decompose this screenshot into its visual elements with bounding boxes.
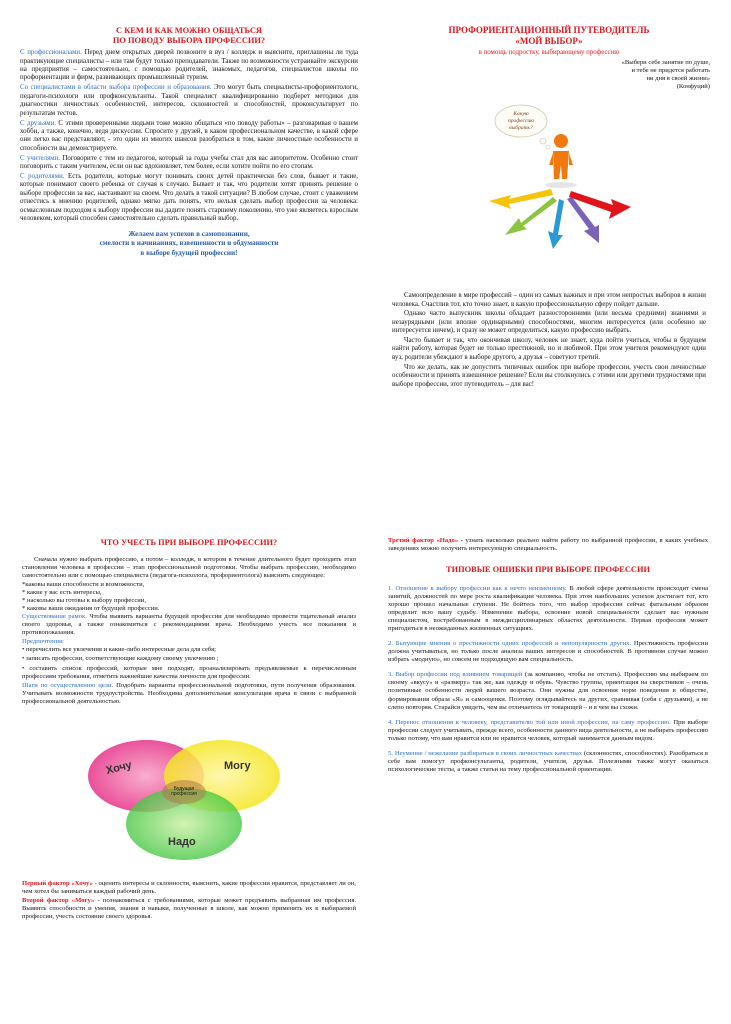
steps-para: Шаги по осуществлению цели. Подобрать варианты профессиональной подготовки, пути получения образования. Учитывать возможности трудоустройства. Необходима дополнительная консультация врача в связи с выбранной профессиональной деятельностью. (22, 682, 356, 705)
mistake-item: 1. Отношение к выбору профессии как к нечто неизменному. В любой сфере деятельности происходит смена занятий, должностей по мере роста квалификации человека. При этом наибольших успехов достигает тот, кто хорошо прошел начальные ступени. Не бойтесь того, что выбор профессии сейчас фатальным образом определит всю вашу судьбу. Изменение выбора, освоение новой специальности сделает вас нужным специалистом, востребованным в междисциплинарных областях деятельности. Первая профессия может пригодиться в неожиданных жизненных ситуациях. (388, 585, 708, 633)
preference-item: • составить список профессий, которые мне подходят, проанализировать предъявляемые к перечисленным профессиям требования, отметить важнейшие качества личности для профессии. (22, 664, 356, 680)
para-teachers: С учителями. Поговорите с тем из педагогов, который за годы учебы стал для вас авторитетом. Особенно стоит поговорить с таким учителем, если он вас вдохновляет, тем более, если хотите пойти по его стопам. (20, 154, 359, 171)
para-parents: С родителями. Есть родители, которые могут понимать своих детей практически без слов, бывает и такие, которые понимают своего ребенка от случая к случаю. Бывает и так, что родители хотят принять решение о выборе профессии за вас, настаивают на своем. Что делать в такой ситуации? В любом случае, стоит с уважением отнестись к мнению родителей, однако мягко дать понять, что нельзя сделать выбор профессии за человека: осмысленным подходом к выбору профессии вы дадите понять старшему поколению, что уже являетесь взрослым человеком, который способен самостоятельно сделать правильный выбор. (20, 173, 359, 223)
bubble-line-3: выбрать? (509, 125, 533, 132)
mistake-item: 3. Выбор профессии под влиянием товарищей (за компанию, чтобы не отстать). Профессию мы выбираем по своему «вкусу» и «размеру» так же, как одежду и обувь. Чувство группы, ориентация на сверстников – очень позитивные особенности людей вашего возраста. Они нужны для освоения норм поведения в обществе, формирования образа «Я» и самооценки. Поэтому оглядывайтесь на других, сравнивая (себя с друзьями), а не слепо повторяя. Старайся увидеть, чем вы отличаетесь от товарищей – и в чем вы схожи. (388, 671, 709, 711)
consider-bullet: * насколько вы готовы к выбору профессии, (22, 597, 146, 605)
mistake-item: 5. Неумение / нежелание разбираться в своих личностных качествах (склонностях, способностях). Разобраться в себе вам помогут профконсультанты, родители, учителя, друзья. Полезными также могут оказаться психологические тесты, а также статьи на тему профессиональной ориентации. (388, 749, 708, 773)
venn-center-label: Будущая профессия (171, 785, 197, 798)
consider-bullet: * какие у вас есть интересы, (22, 589, 102, 597)
venn-label-need: Надо (168, 835, 196, 848)
intro-text: Самоопределение в мире профессий – один из самых важных и при этом непростых выборов в жизни человека. Счастлив тот, кто точно знает, в какую профессиональную сферу пойдет дальше. Однако часто выпускник школы обладает разносторонними (или весьма средними) знаниями и незаурядными (или вполне ординарными) способностями, многим интересуется (или особенно не интересуется ничем), и сразу не может определиться, какую профессию выбрать. Часто бывает и так, что окончивая школу, человек не знает, куда пойти учиться, чтобы в будущем найти работу, которая будет не только престижной, но и любимой. При этом учителя рекомендуют один вуз, родители убеждают в выборе другого, а друзья – советуют третий. Что же делать, как не допустить типичных ошибок при выборе профессии, учесть свои личностные особенности и принять взвешенное решение? Если вы столкнулись с этими или другими трудностями при выборе профессии, этот путеводитель – для вас! (392, 292, 706, 388)
mistake-item: 4. Перенос отношения к человеку, представителю той или иной профессии, на саму профессию. При выборе профессии следует учитывать, прежде всего, особенности данного вида деятельности, а не выбирать профессию только потому, что вам нравится или не нравится человек, который занимается данным видом. (388, 718, 708, 742)
venn-label-want: Хочу (104, 758, 134, 777)
consider-intro: Сначала нужно выбрать профессию, а потом – колледж, в котором в течение длительного будет проходить этап становления человека в профессии – этап профессиональной подготовки. Чтобы выбрать профессию, необходимо самостоятельно или с помощью специалиста (педагога-психолога, профориентолога) выяснить следующее: (22, 556, 356, 579)
consider-bullet: *каковы ваши способности и возможности, (22, 581, 145, 589)
wish-block: Желаем вам успехов в самопознании, смелости в начинаниях, взвешенности и обдуманности в выборе будущей профессии! (99, 229, 279, 258)
factor-can: Второй фактор «Могу» - познакомиться с требованиями, которые может предъявить выбранная им профессия. Выявить способности и умения, знания и навыки, полученные в школе, как можно применить их к выбираемой профессии, учесть состояние своего здоровья. (22, 897, 356, 921)
factor-need: Третий фактор «Надо» - узнать насколько реально найти работу по выбранной профессии, в каких учебных заведениях можно получить интересующую специальность. (388, 537, 708, 553)
mistakes-heading: ТИПОВЫЕ ОШИБКИ ПРИ ВЫБОРЕ ПРОФЕССИИ (445, 565, 650, 575)
bubble-line-1: Какую (513, 111, 529, 118)
para-specialists: Со специалистами в области выбора профессии и образования. Это могут быть специалисты-профориентологи, педагоги-психологи или профконсультанты. Такой специалист квалифицированно подберет методики для диагностики личностных особенностей, интересов, склонностей и способностей, проконсультирует по результатам тестов. (20, 84, 358, 117)
panel-consider (22, 538, 356, 922)
guide-title: ПРОФОРИЕНТАЦИОННЫЙ ПУТЕВОДИТЕЛЬ «МОЙ ВЫБОР» (448, 25, 650, 47)
preferences-label: Предпочтения: (22, 638, 64, 646)
arrows-figure-icon (449, 101, 649, 251)
para-friends: С друзьями. С этими проверенными людьми тоже можно общаться «по поводу работы» – разговаривая о вашем хобби, а также, конечно, ведя дискуссии. Спросите у друзей, в каком профессиональном качестве, в какой сфере они легко вас представляют, - это один из многих шансов разобраться в том, какие личностные особенности и способности вы демонстрируете. (20, 119, 358, 152)
factor-want: Первый фактор «Хочу» - оценить интересы и склонности, выяснить, какие профессии нравится, представляет ли он, чем хотел бы заниматься каждый рабочий день. (22, 879, 356, 895)
restrictions-para: Существование рамок. Чтобы выявить варианты будущей профессии для необходимо провести тщательный анализ своего здоровья, а также ознакомиться с рекомендациями врача. Необходимо учесть все показания и противопоказания. (22, 612, 356, 636)
consider-bullet: * каковы ваши ожидания от будущей профессии. (22, 605, 160, 613)
para-professionals: С профессионалами. Перед днем открытых дверей позвоните в вуз / колледж и выясните, приглашены ли туда практикующие специалисты – или там будут только преподаватели. Также по возможности устраивайте экскурсии на предприятия – самостоятельно, с помощью родителей, знакомых, педагогов, специалистов школы по профориентации и фирм, развивающих промышленный туризм. (20, 49, 359, 82)
choice-illustration (449, 101, 649, 251)
preference-item: • перечислить все увлечения и какие-либо интересные дела для себя; (22, 646, 216, 654)
venn-label-can: Могу (224, 759, 251, 772)
confucius-quote: «Выбери себе занятие по душе, и тебе не придется работать ни дня в своей жизни» (Конфуций) (621, 58, 710, 91)
bubble-line-2: профессию (507, 118, 535, 125)
preference-item: • записать профессии, соответствующие каждому своему увлечению ; (22, 655, 219, 663)
venn-diagram (84, 724, 284, 874)
mistake-item: 2. Бытующие мнения о престижности одних профессий и непопулярности других. Престижность профессии должна учитываться, но только после анализа ваших интересов и способностей. В противном случае можно избрать «модную», но совсем не подходящую вам специальность. (388, 640, 708, 664)
venn-circles (84, 724, 284, 874)
communication-heading: С КЕМ И КАК МОЖНО ОБЩАТЬСЯ ПО ПОВОДУ ВЫБОРА ПРОФЕССИИ? (112, 26, 266, 46)
panel-communication (20, 26, 358, 259)
guide-subtitle: в помощь подростку, выбирающему профессию (478, 48, 620, 56)
panel-cover (388, 25, 710, 251)
consider-heading: ЧТО УЧЕСТЬ ПРИ ВЫБОРЕ ПРОФЕССИИ? (100, 538, 278, 547)
panel-mistakes (388, 537, 708, 781)
